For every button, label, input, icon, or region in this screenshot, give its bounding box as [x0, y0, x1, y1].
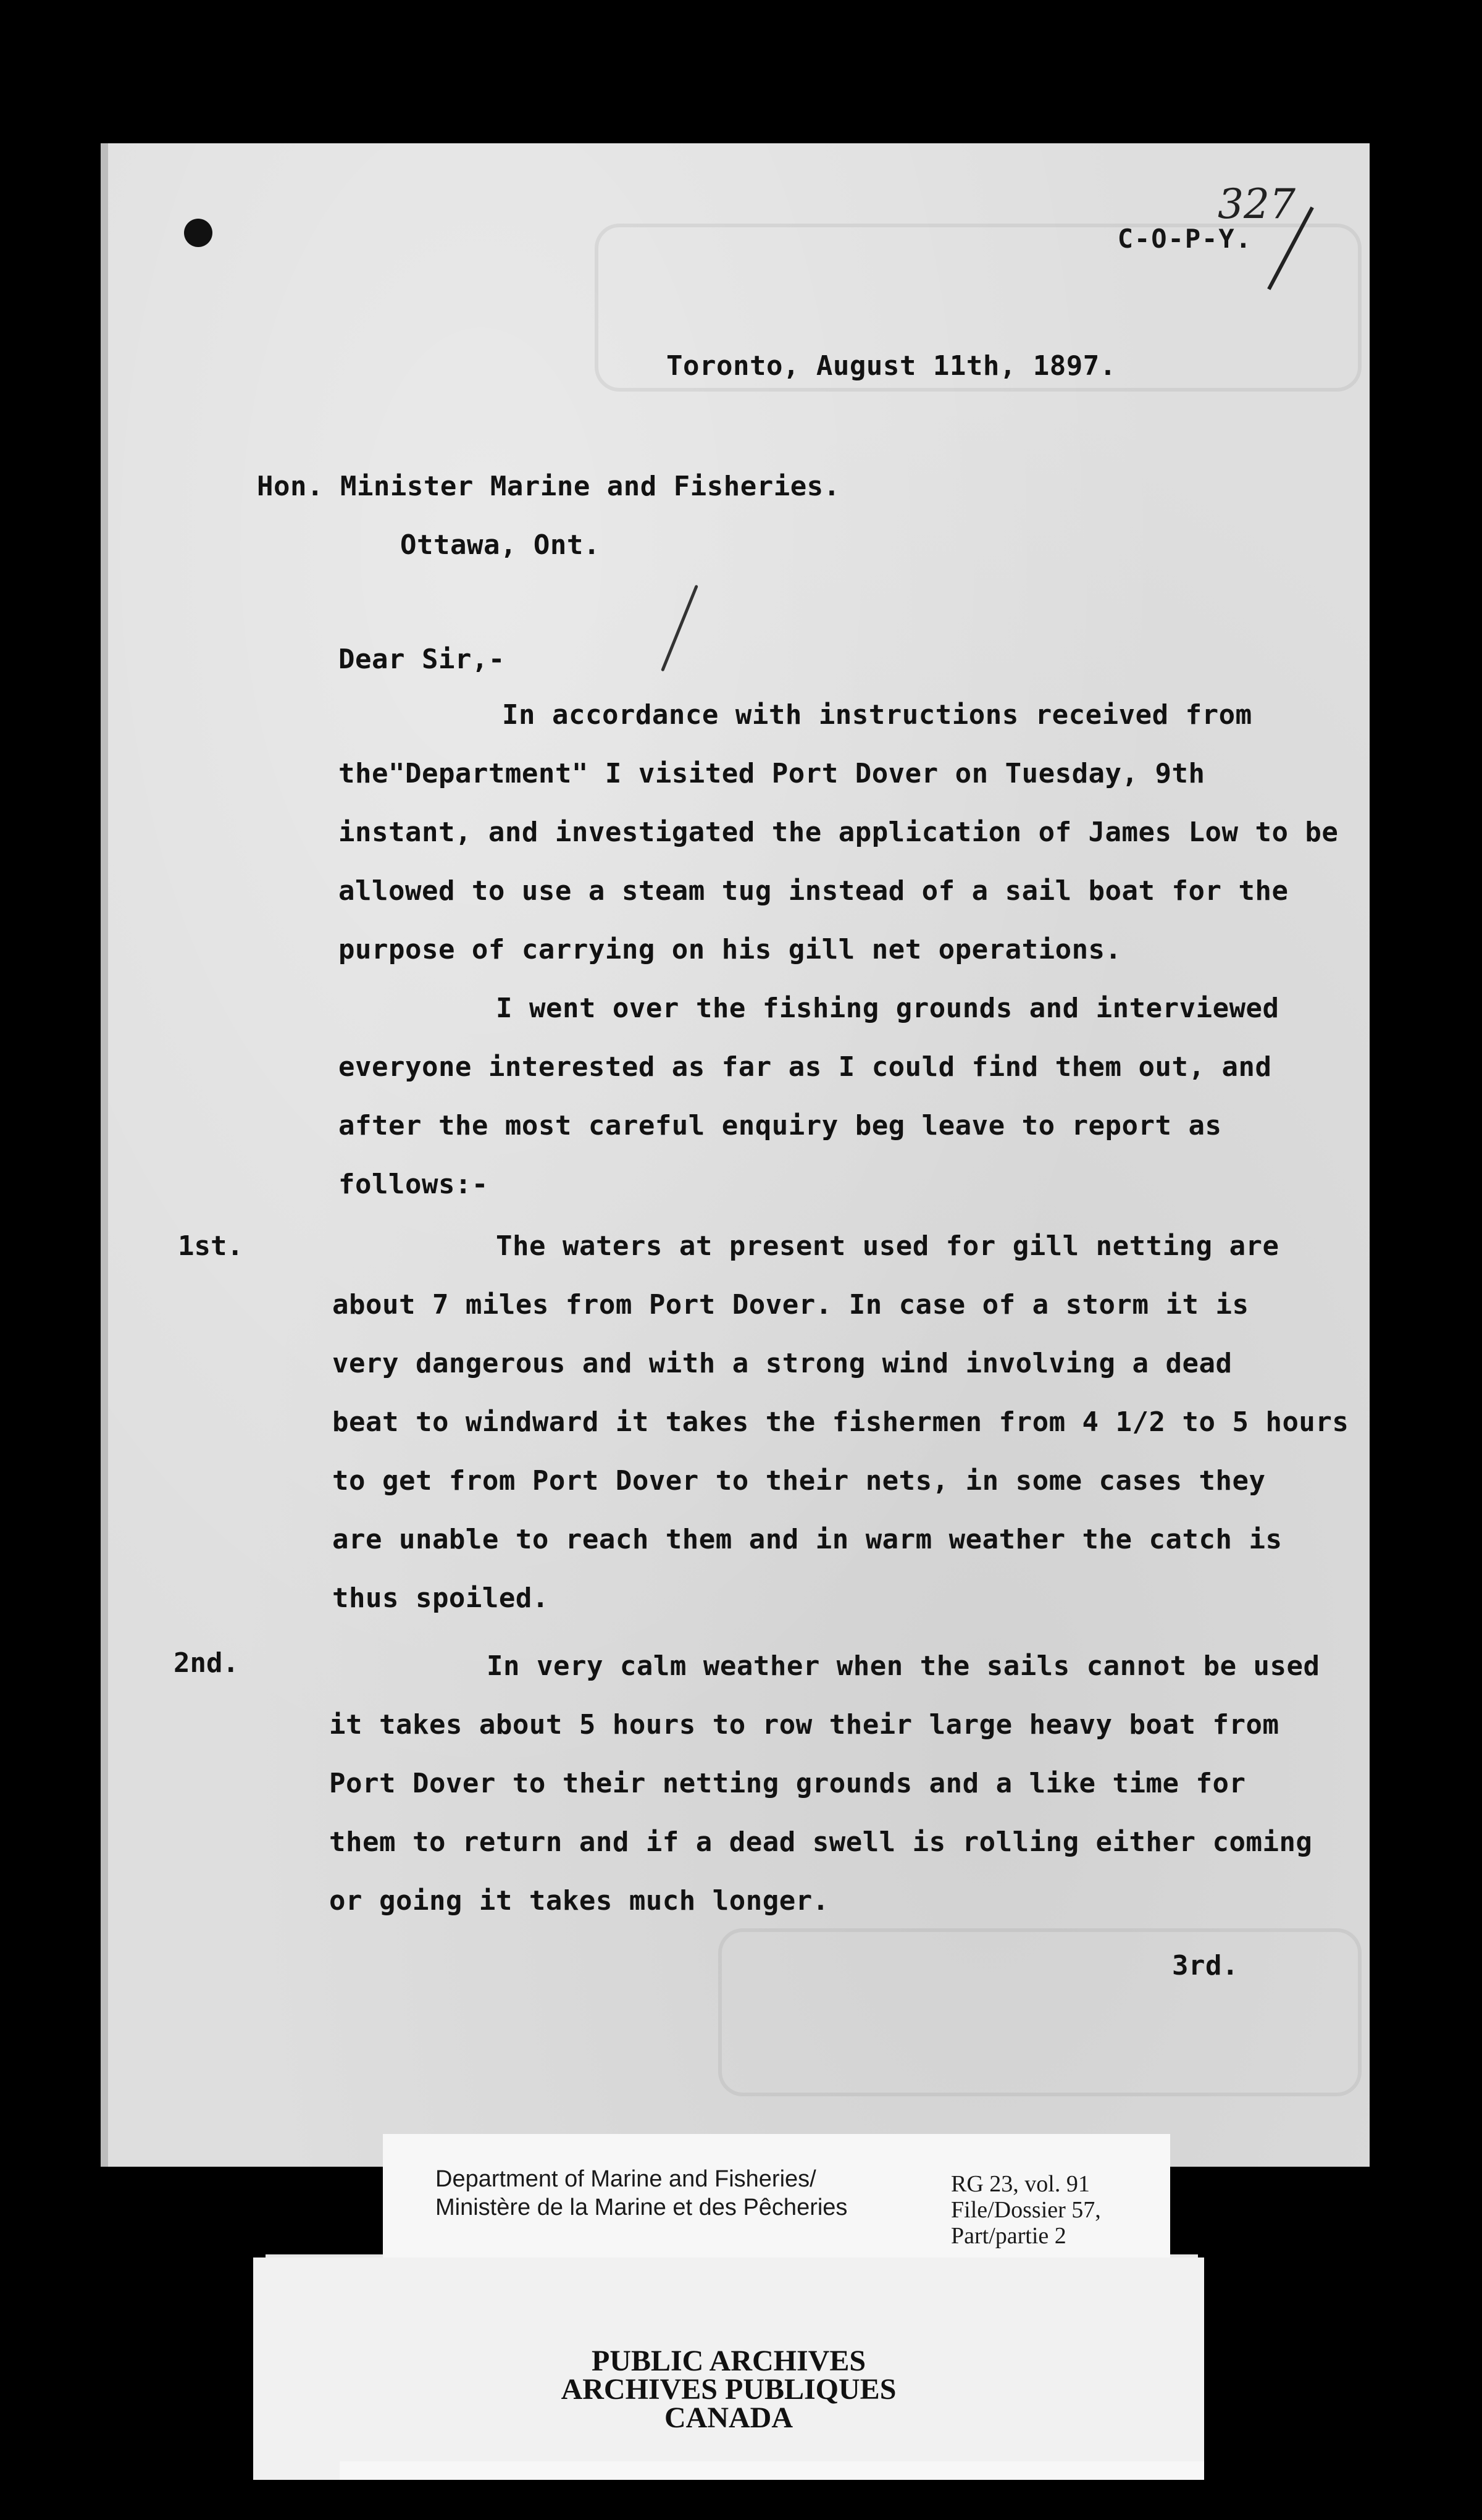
- addressee-line-1: Hon. Minister Marine and Fisheries.: [257, 471, 840, 502]
- body-line: about 7 miles from Port Dover. In case of a storm it is: [332, 1289, 1249, 1321]
- body-line: allowed to use a steam tug instead of a sail boat for the: [338, 875, 1289, 907]
- department-name-french: Ministère de la Marine et des Pêcheries: [435, 2194, 848, 2220]
- archive-stamp-band: [253, 2258, 1204, 2480]
- body-line: or going it takes much longer.: [329, 1885, 829, 1917]
- file-dossier: File/Dossier 57,: [951, 2197, 1101, 2223]
- body-line: The waters at present used for gill netting are: [496, 1230, 1279, 1262]
- part-partie: Part/partie 2: [951, 2223, 1066, 2249]
- body-line: Port Dover to their netting grounds and a like time for: [329, 1768, 1246, 1799]
- body-line: In very calm weather when the sails cannot be used: [487, 1650, 1320, 1682]
- record-group-volume: RG 23, vol. 91: [951, 2171, 1090, 2197]
- body-line: the"Department" I visited Port Dover on Tuesday, 9th: [338, 758, 1205, 789]
- punch-hole: [184, 219, 212, 247]
- body-line: to get from Port Dover to their nets, in some cases they: [332, 1465, 1266, 1497]
- archive-stamp-line-2: ARCHIVES PUBLIQUES: [561, 2373, 897, 2406]
- margin-label-first: 1st.: [178, 1230, 243, 1262]
- body-line: purpose of carrying on his gill net operations.: [338, 934, 1122, 965]
- body-line: I went over the fishing grounds and interviewed: [496, 993, 1279, 1024]
- body-line: very dangerous and with a strong wind involving a dead: [332, 1348, 1233, 1379]
- page-edge-shadow: [101, 143, 108, 2167]
- body-line: after the most careful enquiry beg leave to report as: [338, 1110, 1222, 1141]
- bleed-through-stamp-bottom: [718, 1928, 1362, 2096]
- date-line: Toronto, August 11th, 1897.: [666, 350, 1116, 382]
- archive-stamp-line-3: CANADA: [664, 2401, 793, 2434]
- pencil-mark: [661, 585, 698, 672]
- archive-reference: [951, 2171, 1101, 2249]
- body-line: thus spoiled.: [332, 1582, 549, 1614]
- body-line: In accordance with instructions received from: [502, 699, 1252, 731]
- salutation: Dear Sir,-: [338, 644, 505, 675]
- document-page: [101, 143, 1370, 2167]
- folio-number: 327: [1218, 180, 1296, 228]
- body-line: instant, and investigated the application of James Low to be: [338, 817, 1339, 848]
- body-line: everyone interested as far as I could find them out, and: [338, 1051, 1272, 1083]
- addressee-line-2: Ottawa, Ont.: [400, 529, 600, 561]
- department-names: [435, 2165, 847, 2222]
- archive-band-strip: [340, 2461, 1204, 2480]
- body-line: are unable to reach them and in warm weather the catch is: [332, 1524, 1283, 1555]
- body-line: it takes about 5 hours to row their large heavy boat from: [329, 1709, 1279, 1741]
- copy-mark: C-O-P-Y.: [1117, 224, 1252, 254]
- catchword: 3rd.: [1172, 1950, 1239, 1981]
- margin-label-second: 2nd.: [174, 1647, 239, 1679]
- body-line: follows:-: [338, 1169, 488, 1200]
- archive-reference-label: [383, 2134, 1170, 2258]
- archive-stamp-line-1: PUBLIC ARCHIVES: [591, 2345, 866, 2377]
- department-name-english: Department of Marine and Fisheries/: [435, 2166, 816, 2192]
- body-line: beat to windward it takes the fishermen from 4 1/2 to 5 hours: [332, 1406, 1349, 1438]
- body-line: them to return and if a dead swell is rolling either coming: [329, 1826, 1313, 1858]
